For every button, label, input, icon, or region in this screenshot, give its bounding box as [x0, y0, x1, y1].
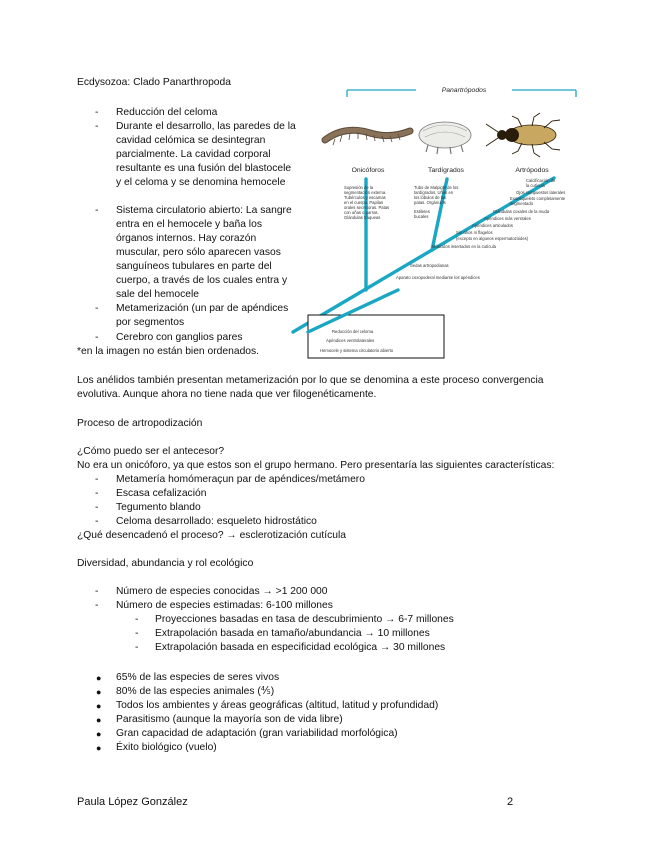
list-item: Celoma desarrollado: esqueleto hidrostático — [116, 516, 317, 527]
cladogram-figure — [290, 75, 590, 360]
svg-text:Aparato coxopoderal mediante l: Aparato coxopoderal mediante los apéndices — [396, 275, 480, 280]
figure-note: *en la imagen no están bien ordenados. — [77, 346, 260, 357]
list-item: 80% de las especies animales (⅘) — [116, 686, 275, 697]
onychophora-features — [344, 185, 389, 220]
group-label-arthropoda: Artrópodos — [515, 167, 549, 174]
svg-text:segmentación externa.: segmentación externa. — [344, 190, 387, 195]
closing-line: ¿Qué desencadenó el proceso? → esclerotización cutícula — [77, 530, 347, 541]
list-item: Cerebro con ganglios pares — [116, 332, 243, 343]
svg-text:Exoesqueleto completamente: Exoesqueleto completamente — [510, 196, 566, 201]
sub-list-item: Extrapolación basada en especificidad ecológica → 30 millones — [155, 642, 446, 653]
svg-text:la cutícula: la cutícula — [526, 183, 545, 188]
svg-text:Tubérculos y escamas: Tubérculos y escamas — [344, 195, 386, 200]
list-item: Metamerización (un par de apéndices por segmentos — [116, 303, 289, 328]
svg-text:tardígrados. Uñas en: tardígrados. Uñas en — [414, 190, 454, 195]
list-item: Parasitismo (aunque la mayoría son de vida libre) — [116, 714, 343, 725]
svg-text:Apéndices más ventrales: Apéndices más ventrales — [484, 216, 531, 221]
svg-text:Sin cilios ni flagelos: Sin cilios ni flagelos — [456, 230, 493, 235]
svg-text:patas. Orgánulos: patas. Orgánulos — [414, 200, 446, 205]
paragraph-convergence: Los anélidos también presentan metamerización por lo que se denomina a este proceso convergencia evolutiva. Aunque ahora no tiene nada que ver filogenéticamente. — [77, 375, 544, 400]
svg-text:en el cuerpo. Papilas: en el cuerpo. Papilas — [344, 200, 384, 205]
list-item: Durante el desarrollo, las paredes de la cavidad celómica se desintegran parcialmente. La cavidad corporal resultante es una fusión del blastocele y el celoma y se denomina hemocele — [116, 121, 296, 188]
arthropod-illustration — [486, 113, 560, 157]
sub-list-item: Proyecciones basadas en tasa de descubrimiento → 6-7 millones — [155, 614, 454, 625]
list-item: Reducción del celoma — [116, 107, 218, 118]
onychophoran-illustration — [325, 130, 410, 145]
tardigrade-illustration — [419, 122, 471, 154]
section-title-arthropodization: Proceso de artropodización — [77, 418, 203, 429]
svg-text:bucales: bucales — [414, 214, 429, 219]
list-item: Escasa cefalización — [116, 488, 207, 499]
svg-text:Apéndices ventrolaterales: Apéndices ventrolaterales — [326, 338, 375, 343]
list-item: Tegumento blando — [116, 502, 201, 513]
tardigrada-features — [414, 185, 458, 219]
list-item: Gran capacidad de adaptación (gran variabilidad morfológica) — [116, 728, 398, 739]
svg-text:Supresión de la: Supresión de la — [344, 185, 374, 190]
list-item: Número de especies estimadas: 6-100 millones — [116, 600, 333, 611]
list-item: Sistema circulatorio abierto: La sangre entra en el hemocele y baña los órganos internos. Hay corazón muscular, pero sólo aparecen vasos sanguíneos tubulares en parte del cuerpo, a través de los cuales entra y sale del hemocele — [116, 205, 292, 300]
list-item: 65% de las especies de seres vivos — [116, 672, 280, 683]
svg-text:Reducción del celoma: Reducción del celoma — [332, 329, 374, 334]
svg-text:Ojos compuestos laterales: Ojos compuestos laterales — [516, 190, 566, 195]
list-item: Metamería homómeraçun par de apéndices/metámero — [116, 474, 365, 485]
intro-line: No era un onicóforo, ya que estos son el grupo hermano. Pero presentaría las siguientes características: — [77, 460, 555, 471]
svg-text:Músculos insertados en la cutí: Músculos insertados en la cutícula — [432, 244, 497, 249]
section-title-panarthropoda: Ecdysozoa: Clado Panarthropoda — [77, 77, 231, 88]
group-label-tardigrada: Tardígrados — [428, 167, 464, 174]
section-title-diversity: Diversidad, abundancia y rol ecológico — [77, 558, 254, 569]
svg-text:segmentado: segmentado — [510, 201, 534, 206]
svg-text:los lóbulos de las: los lóbulos de las — [414, 195, 447, 200]
figure-title: Panartrópodos — [441, 87, 487, 94]
question-text: ¿Cómo puedo ser el antecesor? — [77, 446, 225, 457]
svg-text:Hemocele y sistema circulatori: Hemocele y sistema circulatorio abierto — [320, 348, 394, 353]
list-item: Éxito biológico (vuelo) — [116, 742, 217, 753]
svg-text:Apéndices articulados: Apéndices articulados — [472, 223, 513, 228]
svg-text:con uñas o garras.: con uñas o garras. — [344, 210, 379, 215]
sub-list-item: Extrapolación basada en tamaño/abundancia → 10 millones — [155, 628, 430, 639]
svg-text:Estiletes: Estiletes — [414, 209, 430, 214]
page-number: 2 — [507, 796, 514, 808]
footer-author: Paula López González — [77, 796, 188, 808]
group-label-onychophora: Onicóforos — [351, 167, 385, 174]
svg-text:Glándulas coxales de la muda: Glándulas coxales de la muda — [493, 209, 550, 214]
list-item: Todos los ambientes y áreas geográficas (altitud, latitud y profundidad) — [116, 700, 439, 711]
svg-text:Glándulas tráqueas: Glándulas tráqueas — [344, 215, 381, 220]
list-item: Número de especies conocidas → >1 200 000 — [116, 586, 328, 597]
svg-text:Sedas artropodianas: Sedas artropodianas — [410, 263, 449, 268]
svg-text:Calcificación de: Calcificación de — [526, 178, 556, 183]
svg-text:(excepto en algunos espermatoz: (excepto en algunos espermatozoides) — [456, 236, 529, 241]
svg-text:orales secretoras. Patas: orales secretoras. Patas — [344, 205, 390, 210]
svg-text:Tubo de Malpighi de los: Tubo de Malpighi de los — [414, 185, 459, 190]
